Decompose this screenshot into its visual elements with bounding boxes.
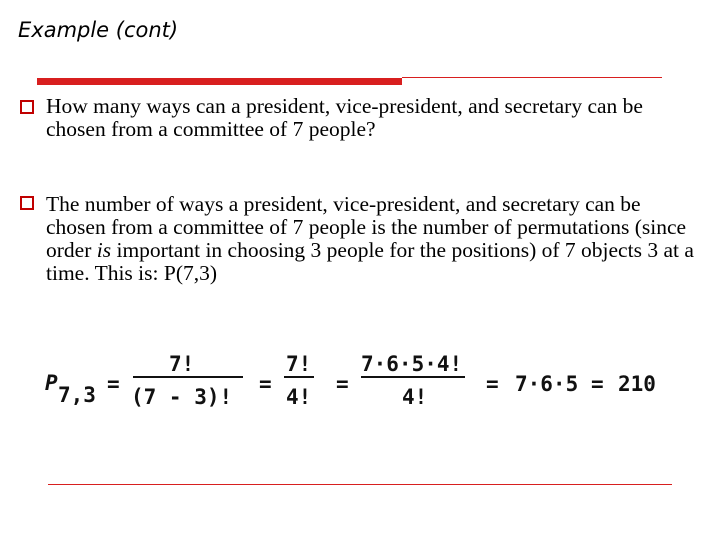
fraction2-denominator: 4! xyxy=(286,385,312,409)
formula-subscript: 7,3 xyxy=(58,383,96,407)
bullet-square-icon xyxy=(20,100,34,114)
fraction2-numerator: 7! xyxy=(286,352,312,376)
formula-equals-4: = xyxy=(486,372,499,396)
fraction1-denominator: (7 - 3)! xyxy=(131,385,233,409)
formula-result: 210 xyxy=(618,372,656,396)
explanation-text-start: The number of ways a president, vice-president, and secretary can be chosen from a committee of 7 people is the number of permutations (since order xyxy=(46,192,687,262)
bullet-question: How many ways can a president, vice-president, and secretary can be chosen from a committee of 7 people? xyxy=(46,94,643,141)
title-underline-thick xyxy=(37,78,402,85)
fraction1-numerator: 7! xyxy=(169,352,195,376)
bullet-square-icon xyxy=(20,196,34,210)
formula-equals-2: = xyxy=(259,372,272,396)
explanation-text-end: important in choosing 3 people for the positions) of 7 objects 3 at a time. This is: P(7,3) xyxy=(46,238,694,285)
formula-equals-3: = xyxy=(336,372,349,396)
footer-rule xyxy=(48,484,672,485)
slide-title: Example (cont) xyxy=(18,18,179,42)
formula-equals-5: = xyxy=(591,372,604,396)
fraction3-numerator: 7·6·5·4! xyxy=(361,352,463,376)
permutation-formula xyxy=(43,346,661,414)
formula-p-symbol: P xyxy=(45,371,58,395)
fraction3-denominator: 4! xyxy=(402,385,428,409)
fraction3-bar xyxy=(361,376,465,378)
formula-product: 7·6·5 xyxy=(515,372,579,396)
formula-equals-1: = xyxy=(107,372,120,396)
emphasis-word: is xyxy=(96,238,112,262)
fraction1-bar xyxy=(133,376,243,378)
title-underline-thin xyxy=(402,77,662,78)
bullet-explanation xyxy=(46,193,696,285)
fraction2-bar xyxy=(284,376,314,378)
